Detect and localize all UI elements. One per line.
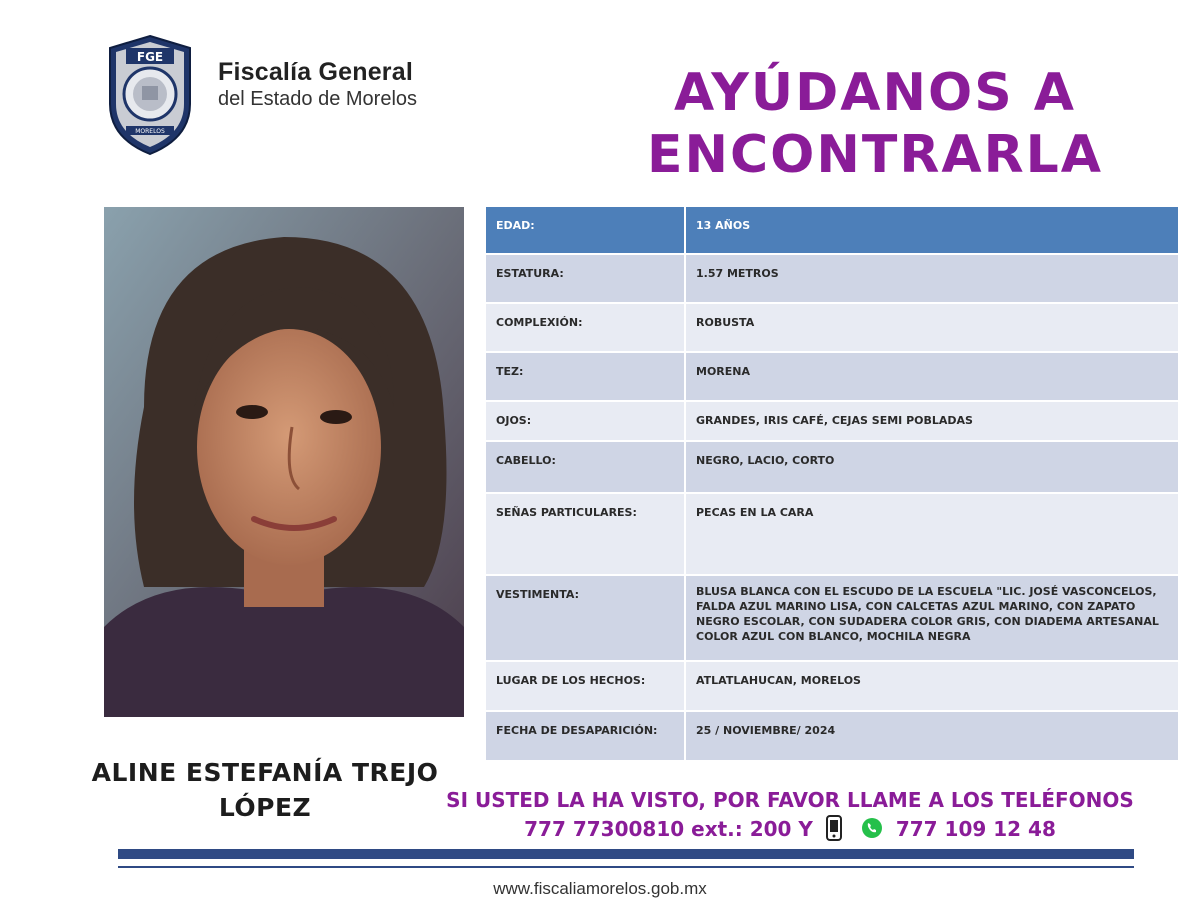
missing-person-photo (104, 207, 464, 717)
label-cabello: CABELLO: (486, 442, 686, 494)
whatsapp-icon (861, 817, 883, 844)
value-lugar: ATLATLAHUCAN, MORELOS (686, 662, 1178, 712)
badge-text: FGE (136, 50, 164, 64)
person-name-line-1: ALINE ESTEFANÍA TREJO (91, 758, 439, 787)
table-row-ojos (486, 402, 1178, 442)
phone-2[interactable]: 777 109 12 48 (895, 817, 1056, 841)
person-name (80, 755, 450, 825)
label-tez: TEZ: (486, 353, 686, 402)
org-name: Fiscalía General (218, 58, 413, 86)
phone-1[interactable]: 777 77300810 ext.: 200 Y (524, 817, 813, 841)
table-row-lugar (486, 662, 1178, 712)
footer-divider-thick (118, 849, 1134, 859)
value-fecha: 25 / NOVIEMBRE/ 2024 (686, 712, 1178, 762)
org-subtitle: del Estado de Morelos (218, 88, 418, 110)
website-link[interactable]: www.fiscaliamorelos.gob.mx (493, 879, 707, 898)
label-fecha: FECHA DE DESAPARICIÓN: (486, 712, 686, 762)
table-row-estatura (486, 255, 1178, 304)
value-vestimenta: BLUSA BLANCA CON EL ESCUDO DE LA ESCUELA "LIC. JOSÉ VASCONCELOS, FALDA AZUL MARINO LISA, CON CALCETAS AZUL MARINO, CON ZAPATO NEGRO ESCOLAR, CON SUDADERA COLOR GRIS, CON DIADEMA ARTESANAL COLOR AZUL CON BLANCO, MOCHILA NEGRA (686, 576, 1178, 662)
person-name-line-2: LÓPEZ (218, 793, 312, 822)
table-row-cabello (486, 442, 1178, 494)
label-estatura: ESTATURA: (486, 255, 686, 304)
table-row-edad (486, 207, 1178, 255)
headline-line-2: ENCONTRARLA (646, 125, 1104, 185)
table-row-vestimenta (486, 576, 1178, 662)
fge-badge-logo (104, 34, 196, 156)
headline (560, 62, 1190, 186)
headline-line-1: AYÚDANOS A (673, 63, 1077, 123)
value-senas: PECAS EN LA CARA (686, 494, 1178, 576)
call-to-action: SI USTED LA HA VISTO, POR FAVOR LLAME A LOS TELÉFONOS (446, 788, 1134, 812)
label-edad: EDAD: (486, 207, 686, 255)
table-row-tez (486, 353, 1178, 402)
value-cabello: NEGRO, LACIO, CORTO (686, 442, 1178, 494)
value-ojos: GRANDES, IRIS CAFÉ, CEJAS SEMI POBLADAS (686, 402, 1178, 442)
label-lugar: LUGAR DE LOS HECHOS: (486, 662, 686, 712)
label-ojos: OJOS: (486, 402, 686, 442)
mobile-phone-icon (826, 815, 842, 846)
value-estatura: 1.57 METROS (686, 255, 1178, 304)
label-vestimenta: VESTIMENTA: (486, 576, 686, 662)
table-row-senas (486, 494, 1178, 576)
value-tez: MORENA (686, 353, 1178, 402)
value-complexion: ROBUSTA (686, 304, 1178, 353)
table-row-fecha (486, 712, 1178, 762)
label-complexion: COMPLEXIÓN: (486, 304, 686, 353)
info-table (486, 207, 1178, 762)
badge-bottom-text: MORELOS (135, 128, 165, 135)
phone-numbers (440, 815, 1140, 846)
label-senas: SEÑAS PARTICULARES: (486, 494, 686, 576)
value-edad: 13 AÑOS (686, 207, 1178, 255)
table-row-complexion (486, 304, 1178, 353)
footer-divider-thin (118, 866, 1134, 868)
